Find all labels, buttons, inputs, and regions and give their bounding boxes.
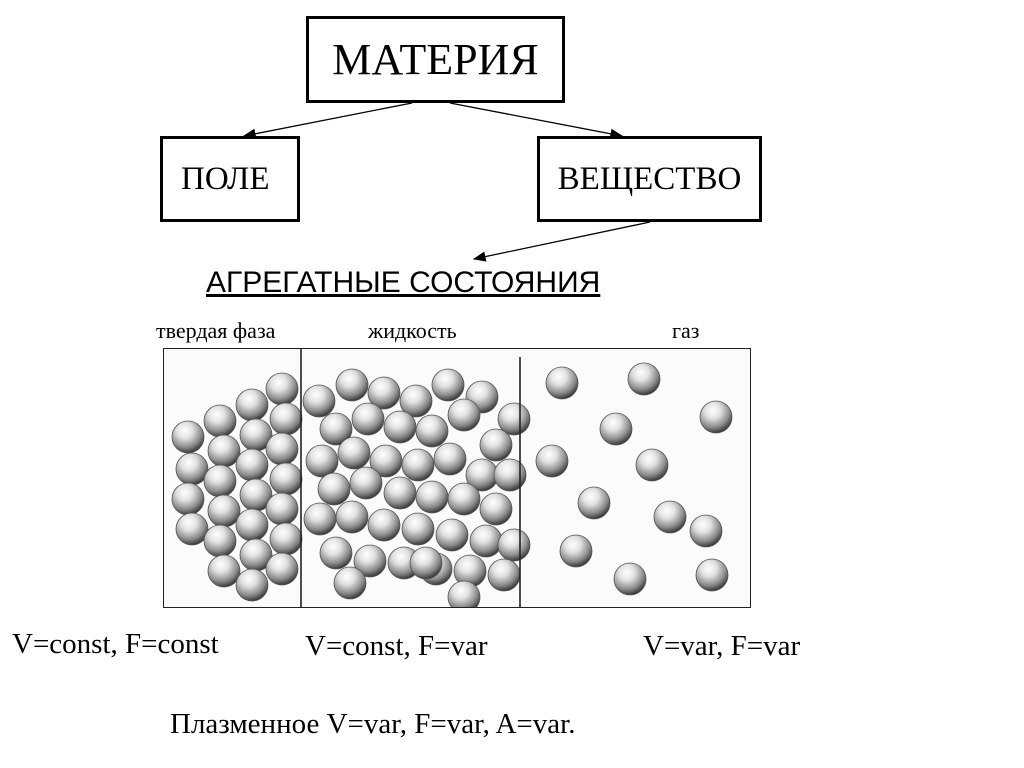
solid-particle: [236, 509, 268, 541]
liquid-particle: [480, 493, 512, 525]
arrow-substance-to-states: [474, 222, 650, 259]
solid-particle: [208, 495, 240, 527]
conditions-gas: V=var, F=var: [643, 630, 801, 662]
liquid-particle: [402, 513, 434, 545]
solid-particle: [236, 449, 268, 481]
liquid-particle: [410, 547, 442, 579]
solid-particle: [172, 421, 204, 453]
arrow-matter-to-field: [244, 103, 412, 136]
gas-particle: [560, 535, 592, 567]
gas-particle: [696, 559, 728, 591]
solid-particle: [176, 453, 208, 485]
liquid-particle: [416, 481, 448, 513]
solid-particle: [176, 513, 208, 545]
liquid-particle: [318, 473, 350, 505]
liquid-particle: [350, 467, 382, 499]
solid-particle: [204, 525, 236, 557]
solid-particle: [270, 523, 302, 555]
liquid-particle: [336, 369, 368, 401]
liquid-particle: [448, 581, 480, 608]
liquid-particle: [368, 509, 400, 541]
substance-label: ВЕЩЕСТВО: [557, 160, 742, 197]
solid-particle: [172, 483, 204, 515]
solid-particle: [266, 373, 298, 405]
liquid-particle: [384, 477, 416, 509]
matter-box: [306, 16, 565, 103]
solid-particle: [208, 435, 240, 467]
substance-box: [537, 136, 762, 222]
field-box: [160, 136, 300, 222]
particles-svg: [164, 349, 751, 608]
liquid-particle: [303, 385, 335, 417]
phase-label-solid: твердая фаза: [156, 318, 276, 343]
solid-particle: [266, 433, 298, 465]
liquid-particle: [338, 437, 370, 469]
gas-particle: [628, 363, 660, 395]
gas-particle: [614, 563, 646, 595]
liquid-particle: [436, 519, 468, 551]
liquid-particle: [448, 483, 480, 515]
liquid-particle: [432, 369, 464, 401]
conditions-solid: V=const, F=const: [12, 628, 219, 660]
gas-particle: [546, 367, 578, 399]
solid-particle: [236, 569, 268, 601]
liquid-particle: [494, 459, 526, 491]
gas-particle: [700, 401, 732, 433]
particle-illustration: [163, 348, 751, 608]
liquid-particle: [416, 415, 448, 447]
gas-particle: [636, 449, 668, 481]
gas-particle: [600, 413, 632, 445]
arrow-matter-to-substance: [450, 103, 622, 136]
solid-particle: [204, 405, 236, 437]
field-label: ПОЛЕ: [181, 160, 270, 197]
plasma-note: Плазменное V=var, F=var, A=var.: [170, 708, 576, 740]
liquid-particle: [434, 443, 466, 475]
gas-particle: [690, 515, 722, 547]
solid-particle: [266, 553, 298, 585]
matter-label: МАТЕРИЯ: [332, 35, 539, 84]
liquid-particle: [402, 449, 434, 481]
phase-label-liquid: жидкость: [368, 318, 457, 343]
aggregate-states-title: АГРЕГАТНЫЕ СОСТОЯНИЯ: [206, 266, 601, 299]
liquid-particle: [470, 525, 502, 557]
liquid-particle: [334, 567, 366, 599]
solid-particle: [270, 403, 302, 435]
liquid-particle: [320, 537, 352, 569]
liquid-particle: [352, 403, 384, 435]
liquid-particle: [306, 445, 338, 477]
solid-particle: [208, 555, 240, 587]
liquid-particle: [448, 399, 480, 431]
solid-particle: [266, 493, 298, 525]
liquid-particle: [480, 429, 512, 461]
gas-particle: [536, 445, 568, 477]
gas-particle: [654, 501, 686, 533]
liquid-particle: [384, 411, 416, 443]
solid-particle: [204, 465, 236, 497]
solid-particle: [236, 389, 268, 421]
solid-particle: [270, 463, 302, 495]
conditions-liquid: V=const, F=var: [305, 630, 488, 662]
liquid-particle: [498, 529, 530, 561]
liquid-particle: [336, 501, 368, 533]
phase-label-gas: газ: [672, 318, 700, 343]
gas-particle: [578, 487, 610, 519]
liquid-particle: [304, 503, 336, 535]
liquid-particle: [488, 559, 520, 591]
